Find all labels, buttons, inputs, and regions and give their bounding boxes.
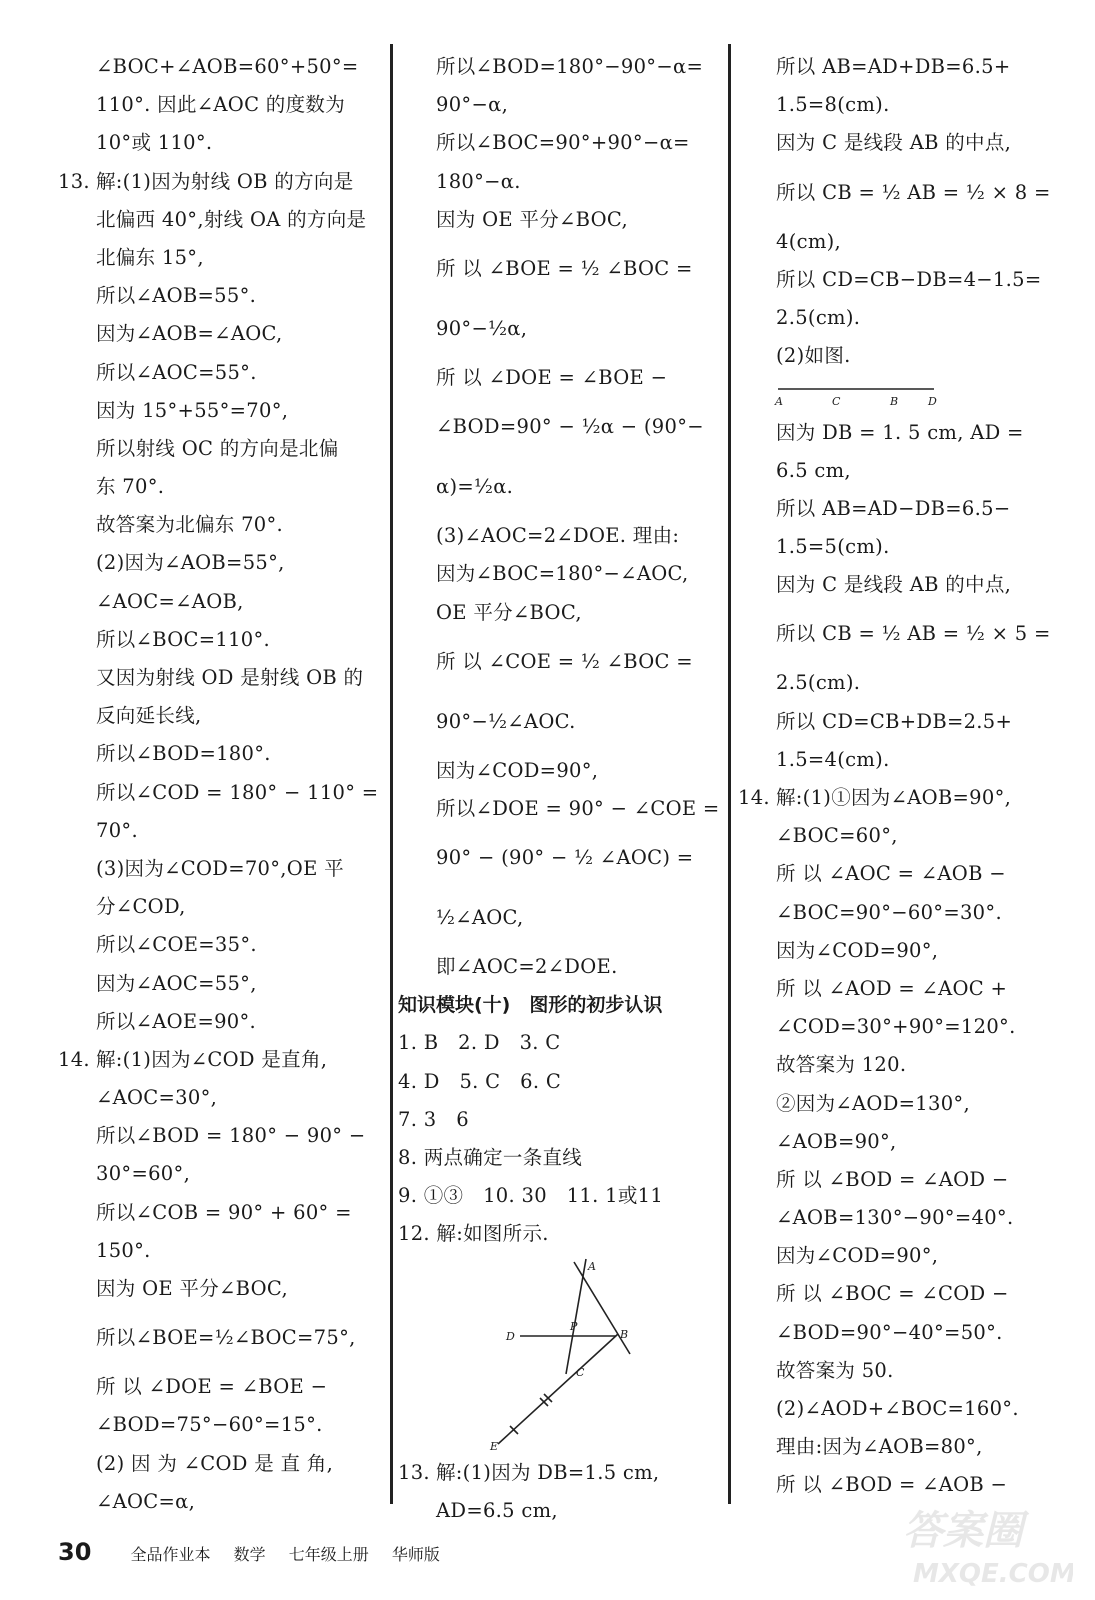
text-line <box>738 86 1060 124</box>
text-line <box>58 1483 380 1521</box>
line-text: 因为 OE 平分∠BOC, <box>96 1277 288 1300</box>
footer-book-title: 全品作业本 <box>130 1545 211 1564</box>
text-line <box>58 86 380 124</box>
line-text: 所以∠BOC=90°+90°−α= <box>436 131 690 155</box>
line-text: 90° − (90° − ½ ∠AOC) = <box>436 846 694 870</box>
line-text: 解:(1)因为 DB=1.5 cm, <box>436 1460 660 1484</box>
segment-label-A: A <box>775 395 784 409</box>
line-text: 所以 CD=CB−DB=4−1.5= <box>776 267 1042 291</box>
text-line <box>738 452 1060 490</box>
text-line <box>58 735 380 773</box>
text-line <box>398 201 720 239</box>
text-line <box>58 1194 380 1232</box>
line-text: 所 以 ∠DOE = ∠BOE − <box>96 1375 328 1399</box>
text-line <box>398 692 720 752</box>
text-line <box>738 970 1060 1008</box>
line-text: 4(cm), <box>776 229 842 253</box>
line-text: 故答案为 50. <box>776 1358 894 1382</box>
text-line <box>58 430 380 468</box>
line-text: ∠COD=30°+90°=120°. <box>776 1015 1016 1039</box>
line-text: ∠AOC=α, <box>96 1489 196 1513</box>
text-line <box>398 790 720 828</box>
text-line <box>398 163 720 201</box>
answer-row: 9. ①③ 10. 30 11. 1或11 <box>398 1184 664 1208</box>
segment-label-B: B <box>890 395 899 409</box>
line-text: ∠BOC=60°, <box>776 824 898 848</box>
line-text: 所以∠COB = 90° + 60° = <box>96 1200 352 1224</box>
text-line <box>738 932 1060 970</box>
line-text: 因为 15°+55°=70°, <box>96 398 289 422</box>
line-text: 所 以 ∠BOC = ∠COD − <box>776 1282 1009 1306</box>
line-text: ∠BOC=90°−60°=30°. <box>776 900 1002 924</box>
text-line <box>738 1123 1060 1161</box>
question-line <box>58 163 380 201</box>
line-text: α)=½α. <box>436 475 514 499</box>
line-text: 北偏西 40°,射线 OA 的方向是 <box>96 207 367 231</box>
line-text: 分∠COD, <box>96 895 186 919</box>
line-text: (2)如图. <box>776 344 851 368</box>
line-text: 90°−α, <box>436 93 509 117</box>
text-line <box>398 48 720 86</box>
text-line <box>738 223 1060 261</box>
question-number: 13. <box>58 169 90 193</box>
line-text: ∠AOC=∠AOB, <box>96 589 244 613</box>
line-text: 所 以 ∠BOD = ∠AOB − <box>776 1473 1008 1497</box>
line-text: 所以∠BOD=180°. <box>96 742 271 766</box>
line-text: 110°. 因此∠AOC 的度数为 <box>96 93 345 117</box>
text-line <box>58 48 380 86</box>
footer-subject: 数学 <box>233 1545 266 1564</box>
figure-lines-svg <box>398 1254 720 1454</box>
line-text: 所以∠DOE = 90° − ∠COE = <box>436 796 720 820</box>
column-middle-q13 <box>398 1454 720 1530</box>
line-text: 解:(1)①因为∠AOB=90°, <box>776 786 1012 809</box>
text-line <box>738 1046 1060 1084</box>
text-line <box>398 517 720 555</box>
line-text: (3)因为∠COD=70°,OE 平 <box>96 856 344 880</box>
text-line <box>738 1352 1060 1390</box>
text-line <box>58 1003 380 1041</box>
column-middle-solutions <box>398 48 720 986</box>
text-line <box>398 239 720 299</box>
figure-label-A: A <box>588 1259 596 1273</box>
text-line <box>58 277 380 315</box>
text-line <box>398 555 720 593</box>
line-text: 理由:因为∠AOB=80°, <box>776 1435 983 1459</box>
line-text: ∠BOD=90° − ½α − (90°− <box>436 415 704 439</box>
text-line <box>738 604 1060 664</box>
answer-list <box>398 1024 720 1253</box>
text-line <box>738 414 1060 452</box>
text-line <box>58 1406 380 1444</box>
line-text: 2.5(cm). <box>776 305 861 329</box>
text-line <box>58 1117 380 1155</box>
text-line <box>58 1368 380 1406</box>
column-right <box>738 48 1060 1505</box>
figure-label-B: B <box>620 1327 629 1341</box>
text-line <box>58 697 380 735</box>
text-line <box>58 239 380 277</box>
figure-label-P: P <box>570 1319 578 1333</box>
line-text: ②因为∠AOD=130°, <box>776 1091 970 1115</box>
line-text: 150°. <box>96 1238 151 1262</box>
line-text: ∠BOC+∠AOB=60°+50°= <box>96 55 359 78</box>
text-line <box>398 948 720 986</box>
text-line <box>738 1314 1060 1352</box>
text-line <box>738 894 1060 932</box>
answer-row: 1. B 2. D 3. C <box>398 1031 561 1055</box>
text-line <box>738 741 1060 779</box>
line-text: 所 以 ∠BOD = ∠AOD − <box>776 1167 1009 1191</box>
line-text: 因为∠COD=90°, <box>436 758 599 782</box>
text-line <box>58 315 380 353</box>
line-text: 所以∠BOC=110°. <box>96 627 271 651</box>
text-line <box>738 855 1060 893</box>
text-line <box>398 359 720 397</box>
line-text: 所以∠AOB=55°. <box>96 284 257 308</box>
line-text: 90°−½∠AOC. <box>436 709 576 733</box>
line-text: (3)∠AOC=2∠DOE. 理由: <box>436 524 680 548</box>
line-text: 所 以 ∠DOE = ∠BOE − <box>436 365 668 389</box>
line-text: ∠AOB=130°−90°=40°. <box>776 1206 1014 1230</box>
line-text: 所 以 ∠COE = ½ ∠BOC = <box>436 649 693 673</box>
line-text: 所以 AB=AD+DB=6.5+ <box>776 55 1011 78</box>
text-line <box>58 506 380 544</box>
text-line <box>58 926 380 964</box>
line-text: 因为 C 是线段 AB 的中点, <box>776 573 1012 597</box>
line-text: 所以∠BOD=180°−90°−α= <box>436 55 704 78</box>
column-divider-right <box>728 44 731 1504</box>
text-line <box>398 828 720 888</box>
figure-label-E: E <box>490 1439 499 1453</box>
line-text: (2) 因 为 ∠COD 是 直 角, <box>96 1451 334 1475</box>
text-line <box>738 1275 1060 1313</box>
footer-edition: 华师版 <box>391 1545 440 1564</box>
line-text: (2)因为∠AOB=55°, <box>96 551 285 575</box>
text-line <box>738 1199 1060 1237</box>
text-line <box>398 124 720 162</box>
text-line <box>58 1270 380 1308</box>
figure-label-C: C <box>576 1365 585 1379</box>
line-text: 东 70°. <box>96 475 165 499</box>
line-text: 所以∠COE=35°. <box>96 933 257 957</box>
line-text: 因为∠COD=90°, <box>776 1244 939 1268</box>
text-line <box>738 1008 1060 1046</box>
text-line <box>58 1079 380 1117</box>
text-line <box>738 337 1060 375</box>
text-line <box>58 201 380 239</box>
segment-label-C: C <box>832 395 841 409</box>
line-text: 所以 CB = ½ AB = ½ × 5 = <box>776 622 1051 646</box>
line-text: 所以射线 OC 的方向是北偏 <box>96 436 339 460</box>
line-text: ∠AOC=30°, <box>96 1086 218 1110</box>
line-text: 所以∠COD = 180° − 110° = <box>96 780 379 804</box>
text-line <box>58 812 380 850</box>
line-text: 90°−½α, <box>436 316 528 340</box>
line-text: 2.5(cm). <box>776 671 861 695</box>
text-line <box>58 1308 380 1368</box>
text-line <box>398 86 720 124</box>
text-line <box>738 664 1060 702</box>
line-text: 因为∠AOB=∠AOC, <box>96 322 283 346</box>
section-heading: 知识模块(十) 图形的初步认识 <box>398 994 663 1017</box>
text-line <box>738 1161 1060 1199</box>
question-number: 13. <box>398 1460 430 1484</box>
text-line <box>398 752 720 790</box>
line-text: 1.5=4(cm). <box>776 747 890 771</box>
line-text: 因为∠AOC=55°, <box>96 971 257 995</box>
line-text: 1.5=8(cm). <box>776 93 890 117</box>
line-text: 所以∠AOC=55°. <box>96 360 257 384</box>
text-line <box>398 594 720 632</box>
text-line <box>58 468 380 506</box>
text-line <box>398 1492 720 1530</box>
line-text: 因为 OE 平分∠BOC, <box>436 207 628 231</box>
line-text: 又因为射线 OD 是射线 OB 的 <box>96 666 364 689</box>
text-line <box>738 1390 1060 1428</box>
text-line <box>58 392 380 430</box>
text-line <box>58 354 380 392</box>
text-line <box>58 1232 380 1270</box>
line-text: OE 平分∠BOC, <box>436 600 582 624</box>
answer-row: 8. 两点确定一条直线 <box>398 1146 583 1169</box>
text-line <box>58 124 380 162</box>
text-line <box>738 566 1060 604</box>
line-text: ∠BOD=90°−40°=50°. <box>776 1320 1003 1344</box>
text-line <box>58 583 380 621</box>
column-middle <box>398 48 720 1530</box>
geometry-figure-q12 <box>398 1254 720 1454</box>
text-line <box>58 774 380 812</box>
line-text: 1.5=5(cm). <box>776 535 890 559</box>
line-text: 180°−α. <box>436 169 521 193</box>
line-text: 解:(1)因为射线 OB 的方向是 <box>96 169 354 193</box>
line-text: 因为 DB = 1. 5 cm, AD = <box>776 420 1024 444</box>
line-text: 故答案为 120. <box>776 1053 907 1077</box>
line-text: 所 以 ∠AOD = ∠AOC + <box>776 976 1008 1000</box>
column-left <box>58 48 380 1521</box>
text-line <box>58 850 380 888</box>
line-text: 反向延长线, <box>96 704 202 728</box>
text-line <box>738 1085 1060 1123</box>
text-line <box>58 965 380 1003</box>
text-line <box>58 659 380 697</box>
line-text: 30°=60°, <box>96 1162 191 1186</box>
text-line <box>58 1155 380 1193</box>
question-line <box>738 779 1060 817</box>
line-text: 70°. <box>96 818 138 842</box>
line-text: ∠BOD=75°−60°=15°. <box>96 1413 323 1437</box>
text-line <box>398 632 720 692</box>
question-line <box>398 1454 720 1492</box>
text-line <box>738 703 1060 741</box>
text-line <box>398 299 720 359</box>
line-text: AD=6.5 cm, <box>436 1498 558 1522</box>
text-line <box>738 528 1060 566</box>
line-text: 故答案为北偏东 70°. <box>96 513 284 537</box>
line-text: 所以∠BOE=½∠BOC=75°, <box>96 1326 356 1350</box>
page-number: 30 <box>58 1538 92 1566</box>
text-line <box>738 1428 1060 1466</box>
question-number: 14. <box>58 1047 90 1071</box>
question-line <box>58 1041 380 1079</box>
answer-row: 12. 解:如图所示. <box>398 1222 549 1246</box>
line-text: 即∠AOC=2∠DOE. <box>436 955 618 979</box>
text-line <box>58 888 380 926</box>
text-line <box>58 544 380 582</box>
text-line <box>738 817 1060 855</box>
line-text: 北偏东 15°, <box>96 245 204 269</box>
segment-figure-q13 <box>738 375 1060 413</box>
line-text: (2)∠AOD+∠BOC=160°. <box>776 1397 1019 1420</box>
line-text: 所 以 ∠AOC = ∠AOB − <box>776 862 1006 886</box>
text-line <box>58 621 380 659</box>
text-line <box>738 299 1060 337</box>
line-text: ∠AOB=90°, <box>776 1129 897 1153</box>
line-text: 6.5 cm, <box>776 458 851 482</box>
line-text: 因为∠BOC=180°−∠AOC, <box>436 562 689 586</box>
watermark-text-url: MXQE.COM <box>913 1559 1073 1589</box>
segment-label-D: D <box>928 395 938 409</box>
watermark-logo <box>883 1492 1073 1592</box>
text-line <box>738 261 1060 299</box>
text-line <box>58 1445 380 1483</box>
text-line <box>738 490 1060 528</box>
answer-row: 7. 3 6 <box>398 1107 469 1131</box>
question-number: 14. <box>738 786 770 809</box>
line-text: 所 以 ∠BOE = ½ ∠BOC = <box>436 256 693 280</box>
line-text: 所以 CB = ½ AB = ½ × 8 = <box>776 180 1051 204</box>
page-footer <box>58 1534 458 1570</box>
answer-row: 4. D 5. C 6. C <box>398 1069 562 1093</box>
line-text: 所以 CD=CB+DB=2.5+ <box>776 709 1013 733</box>
footer-grade: 七年级上册 <box>288 1545 369 1564</box>
line-text: ½∠AOC, <box>436 906 524 930</box>
column-divider-left <box>390 44 393 1504</box>
text-line <box>738 124 1060 162</box>
watermark-text-cn: 答案圈 <box>903 1508 1023 1554</box>
text-line <box>398 457 720 517</box>
line-text: 所以∠AOE=90°. <box>96 1009 257 1033</box>
figure-label-D: D <box>506 1329 515 1343</box>
line-text: 10°或 110°. <box>96 131 213 155</box>
line-text: 所以∠BOD = 180° − 90° − <box>96 1124 366 1148</box>
line-text: 因为∠COD=90°, <box>776 938 939 962</box>
text-line <box>738 163 1060 223</box>
line-text: 解:(1)因为∠COD 是直角, <box>96 1047 328 1071</box>
line-text: 因为 C 是线段 AB 的中点, <box>776 131 1012 155</box>
text-line <box>738 48 1060 86</box>
text-line <box>398 397 720 457</box>
text-line <box>738 1237 1060 1275</box>
text-line <box>398 888 720 948</box>
line-text: 所以 AB=AD−DB=6.5− <box>776 496 1011 520</box>
